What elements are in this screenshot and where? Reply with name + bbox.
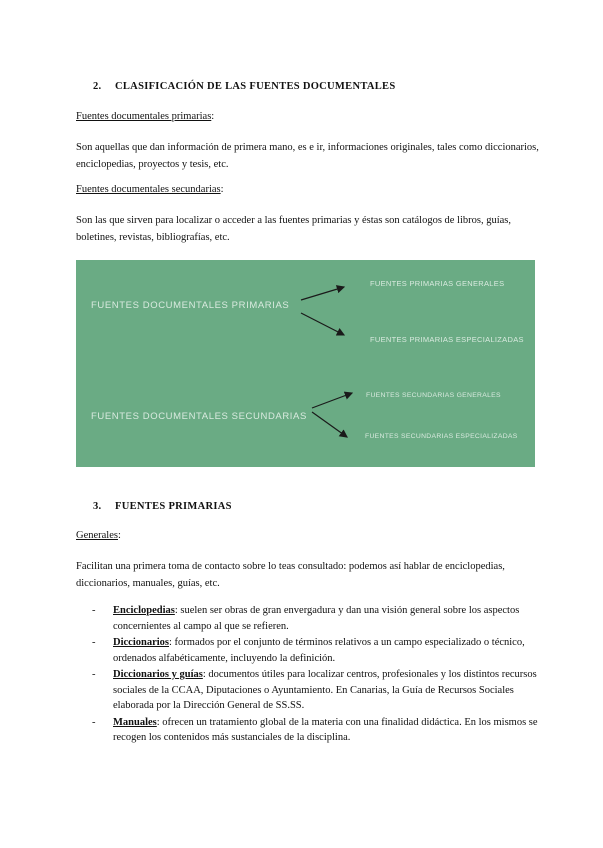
list-item-term: Diccionarios y guías xyxy=(113,669,203,680)
primary-sources-heading: Fuentes documentales primarias: xyxy=(76,111,215,122)
arrow-primary-general xyxy=(301,287,344,300)
list-item: - Manuales: ofrecen un tratamiento global de la materia con una finalidad didáctica. En los mismos se recogen los contenidos más sustanciales de la disciplina. xyxy=(92,716,538,743)
arrow-secondary-general xyxy=(312,393,352,408)
secondary-sources-text: Son las que sirven para localizar o acceder a las fuentes primarias y éstas son catálogos de libros, guías, boletines, revistas, bibliografías, etc. xyxy=(76,215,512,243)
list-item-term: Manuales xyxy=(113,716,157,728)
diagram-secondary-general: FUENTES SECUNDARIAS GENERALES xyxy=(366,392,501,399)
arrow-primary-specialized xyxy=(301,313,344,335)
diagram-primary-specialized: FUENTES PRIMARIAS ESPECIALIZADAS xyxy=(370,335,524,344)
section-3-intro: Facilitan una primera toma de contacto sobre lo teas consultado: podemos así hablar de enciclopedias, diccionarios, manuales, guías, etc. xyxy=(76,561,505,589)
list-item: - Diccionarios y guías: documentos útiles para localizar centros, profesionales y los distintos recursos sociales de la CCAA, Diputaciones o Ayuntamiento. En Canarias, la Guía de Recursos Sociales elaborada por la Dirección General de SS.SS. xyxy=(92,669,537,711)
classification-diagram xyxy=(76,260,535,467)
diagram-arrows xyxy=(76,260,535,467)
section-3-heading xyxy=(93,501,232,512)
section-3-title: FUENTES PRIMARIAS xyxy=(115,501,232,512)
section-3-number: 3. xyxy=(93,501,102,512)
arrow-secondary-specialized xyxy=(312,412,347,437)
list-item: - Enciclopedias: suelen ser obras de gran envergadura y dan una visión general sobre los aspectos concernientes al campo al que se refieren. xyxy=(92,605,520,632)
primary-sources-list xyxy=(76,603,556,747)
list-item-term: Diccionarios xyxy=(113,637,169,648)
list-item-text: : suelen ser obras de gran envergadura y dan una visión general sobre los aspectos concernientes al campo al que se refieren. xyxy=(113,605,520,632)
list-item: - Diccionarios: formados por el conjunto de términos relativos a un campo especializado o técnico, ordenados alfabéticamente, incluyendo la definición. xyxy=(92,637,525,664)
primary-sources-label: Fuentes documentales primarias xyxy=(76,111,212,122)
generales-heading: Generales: xyxy=(76,530,121,541)
section-2-heading xyxy=(93,81,396,92)
list-item-text: : documentos útiles para localizar centros, profesionales y los distintos recursos sociales de la CCAA, Diputaciones o Ayuntamiento. En Canarias, la Guía de Recursos Sociales elaborada por la Dirección General de SS.SS. xyxy=(113,669,537,711)
section-2-number: 2. xyxy=(93,81,102,92)
secondary-sources-label: Fuentes documentales secundarias xyxy=(76,184,221,195)
primary-sources-text: Son aquellas que dan información de primera mano, es e ir, informaciones originales, tales como diccionarios, enciclopedias, proyectos y tesis, etc. xyxy=(76,142,539,170)
diagram-primary-general: FUENTES PRIMARIAS GENERALES xyxy=(370,279,505,288)
diagram-secondary-specialized: FUENTES SECUNDARIAS ESPECIALIZADAS xyxy=(365,433,518,440)
diagram-secondary-node: FUENTES DOCUMENTALES SECUNDARIAS xyxy=(91,411,307,422)
generales-label: Generales xyxy=(76,530,118,541)
list-item-text: : formados por el conjunto de términos relativos a un campo especializado o técnico, ordenados alfabéticamente, incluyendo la definición. xyxy=(113,637,525,664)
secondary-sources-heading: Fuentes documentales secundarias: xyxy=(76,184,224,195)
list-item-term: Enciclopedias xyxy=(113,605,175,616)
list-item-text: : ofrecen un tratamiento global de la materia con una finalidad didáctica. En los mismos se recogen los contenidos más sustanciales de la disciplina. xyxy=(113,716,538,743)
diagram-primary-node: FUENTES DOCUMENTALES PRIMARIAS xyxy=(91,300,290,311)
section-2-title: CLASIFICACIÓN DE LAS FUENTES DOCUMENTALES xyxy=(115,81,396,92)
